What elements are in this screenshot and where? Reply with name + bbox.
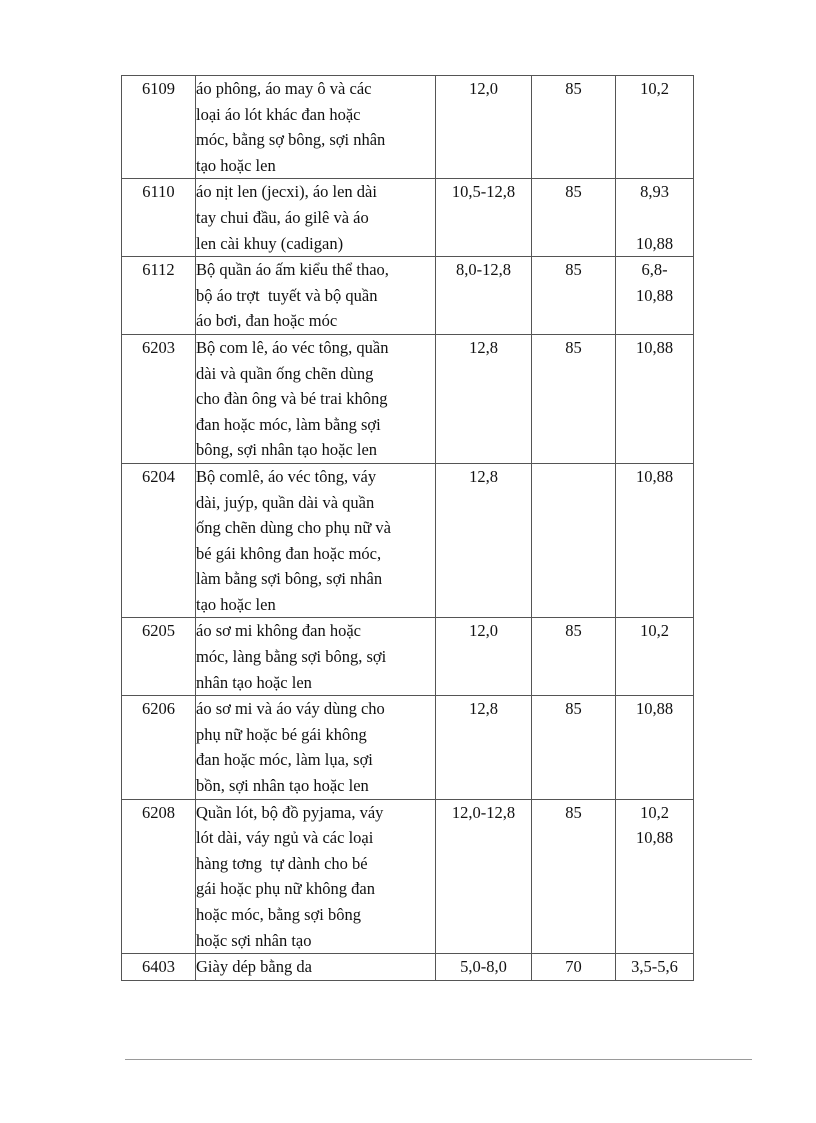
reduced-rate-cell: 10,2 <box>616 618 694 696</box>
table-row <box>122 696 694 799</box>
hs-code-cell: 6109 <box>122 76 196 179</box>
reduced-rate-cell: 8,93 10,88 <box>616 179 694 257</box>
hs-code-cell: 6112 <box>122 257 196 335</box>
table-row <box>122 463 694 618</box>
base-rate-cell: 5,0-8,0 <box>436 954 532 981</box>
description-cell: Bộ com lê, áo véc tông, quần dài và quần ống chẽn dùng cho đàn ông và bé trai không đan hoặc móc, làm bằng sợi bông, sợi nhân tạo hoặc len <box>196 334 436 463</box>
description-cell: áo sơ mi và áo váy dùng cho phụ nữ hoặc bé gái không đan hoặc móc, làm lụa, sợi bồn, sợi nhân tạo hoặc len <box>196 696 436 799</box>
reduced-rate-cell: 10,2 10,88 <box>616 799 694 954</box>
base-rate-cell: 10,5-12,8 <box>436 179 532 257</box>
base-rate-cell: 8,0-12,8 <box>436 257 532 335</box>
tariff-table <box>121 75 694 981</box>
reduced-rate-cell: 10,2 <box>616 76 694 179</box>
base-rate-cell: 12,8 <box>436 463 532 618</box>
description-cell: áo nịt len (jecxi), áo len dài tay chui đầu, áo gilê và áo len cài khuy (cadigan) <box>196 179 436 257</box>
hs-code-cell: 6403 <box>122 954 196 981</box>
table-row <box>122 179 694 257</box>
percent-cell: 85 <box>532 76 616 179</box>
percent-cell: 85 <box>532 179 616 257</box>
description-cell: áo sơ mi không đan hoặc móc, làng bằng sợi bông, sợi nhân tạo hoặc len <box>196 618 436 696</box>
percent-cell: 85 <box>532 334 616 463</box>
hs-code-cell: 6203 <box>122 334 196 463</box>
percent-cell: 85 <box>532 257 616 335</box>
reduced-rate-cell: 10,88 <box>616 463 694 618</box>
reduced-rate-cell: 3,5-5,6 <box>616 954 694 981</box>
hs-code-cell: 6204 <box>122 463 196 618</box>
hs-code-cell: 6208 <box>122 799 196 954</box>
description-cell: Bộ comlê, áo véc tông, váy dài, juýp, quần dài và quần ống chẽn dùng cho phụ nữ và bé gái không đan hoặc móc, làm bằng sợi bông, sợi nhân tạo hoặc len <box>196 463 436 618</box>
reduced-rate-cell: 10,88 <box>616 696 694 799</box>
base-rate-cell: 12,8 <box>436 696 532 799</box>
percent-cell: 70 <box>532 954 616 981</box>
reduced-rate-cell: 6,8- 10,88 <box>616 257 694 335</box>
reduced-rate-cell: 10,88 <box>616 334 694 463</box>
table-row <box>122 257 694 335</box>
description-cell: Giày dép bằng da <box>196 954 436 981</box>
footer-divider <box>125 1059 752 1060</box>
description-cell: Bộ quần áo ấm kiểu thể thao, bộ áo trợt tuyết và bộ quần áo bơi, đan hoặc móc <box>196 257 436 335</box>
percent-cell: 85 <box>532 618 616 696</box>
percent-cell <box>532 463 616 618</box>
table-row <box>122 954 694 981</box>
table-row <box>122 334 694 463</box>
hs-code-cell: 6110 <box>122 179 196 257</box>
hs-code-cell: 6205 <box>122 618 196 696</box>
hs-code-cell: 6206 <box>122 696 196 799</box>
base-rate-cell: 12,0-12,8 <box>436 799 532 954</box>
base-rate-cell: 12,8 <box>436 334 532 463</box>
base-rate-cell: 12,0 <box>436 76 532 179</box>
description-cell: áo phông, áo may ô và các loại áo lót khác đan hoặc móc, bằng sợ bông, sợi nhân tạo hoặc len <box>196 76 436 179</box>
description-cell: Quần lót, bộ đồ pyjama, váy lót dài, váy ngủ và các loại hàng tơng tự dành cho bé gái hoặc phụ nữ không đan hoặc móc, bằng sợi bông hoặc sợi nhân tạo <box>196 799 436 954</box>
percent-cell: 85 <box>532 696 616 799</box>
base-rate-cell: 12,0 <box>436 618 532 696</box>
table-row <box>122 799 694 954</box>
table-row <box>122 618 694 696</box>
percent-cell: 85 <box>532 799 616 954</box>
table-row <box>122 76 694 179</box>
